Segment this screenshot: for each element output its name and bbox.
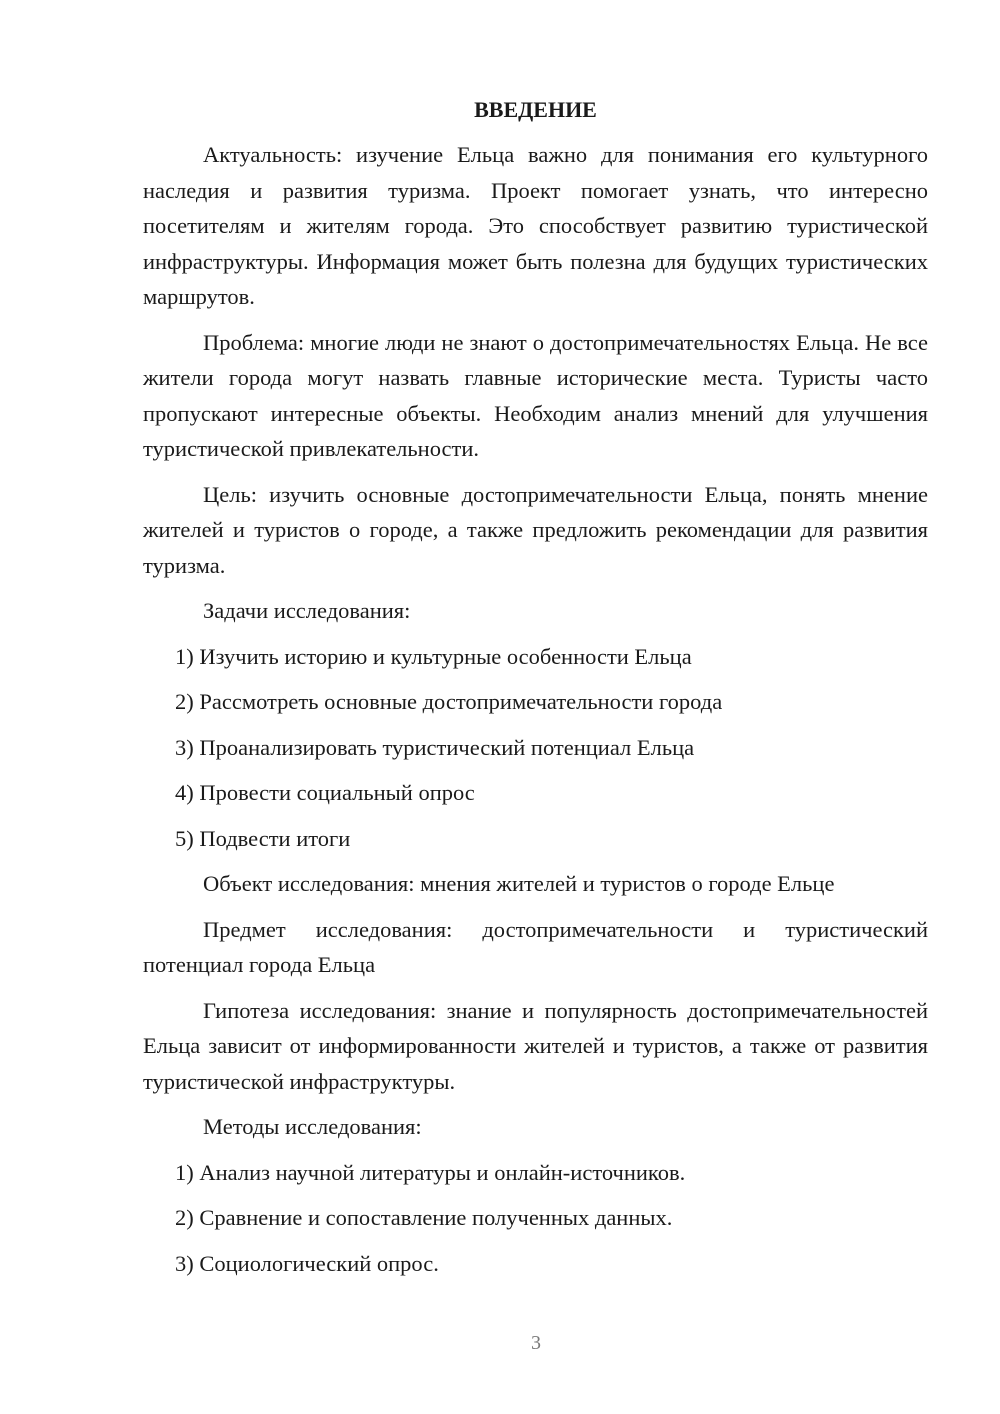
- document-page: [143, 95, 928, 1291]
- problem-paragraph: Проблема: многие люди не знают о достопримечательностях Ельца. Не все жители города могут назвать главные исторические места. Туристы часто пропускают интересные объекты. Необходим анализ мнений для улучшения туристической привлекательности.: [143, 329, 928, 461]
- relevance-paragraph: Актуальность: изучение Ельца важно для понимания его культурного наследия и развития туризма. Проект помогает узнать, что интересно посетителям и жителям города. Это способствует развитию туристической инфраструктуры. Информация может быть полезна для будущих туристических маршрутов.: [143, 142, 928, 309]
- task-item-1: 1) Изучить историю и культурные особенности Ельца: [175, 643, 692, 669]
- method-item-3: 3) Социологический опрос.: [175, 1250, 439, 1276]
- page-number: 3: [531, 1332, 541, 1354]
- research-object: Объект исследования: мнения жителей и туристов о городе Ельце: [203, 871, 835, 896]
- task-item-5: 5) Подвести итоги: [175, 825, 351, 851]
- method-item-1: 1) Анализ научной литературы и онлайн-источников.: [175, 1159, 686, 1185]
- tasks-title: Задачи исследования:: [203, 598, 411, 623]
- task-item-4: 4) Провести социальный опрос: [175, 780, 475, 805]
- research-subject: Предмет исследования: достопримечательности и туристический потенциал города Ельца: [143, 916, 928, 977]
- task-item-3: 3) Проанализировать туристический потенциал Ельца: [175, 734, 695, 760]
- research-hypothesis: Гипотеза исследования: знание и популярность достопримечательностей Ельца зависит от информированности жителей и туристов, а также от развития туристической инфраструктуры.: [143, 997, 928, 1094]
- method-item-2: 2) Сравнение и сопоставление полученных данных.: [175, 1205, 673, 1230]
- task-item-2: 2) Рассмотреть основные достопримечательности города: [175, 689, 723, 714]
- goal-paragraph: Цель: изучить основные достопримечательности Ельца, понять мнение жителей и туристов о городе, а также предложить рекомендации для развития туризма.: [143, 481, 928, 578]
- page-title: ВВЕДЕНИЕ: [474, 97, 597, 122]
- methods-title: Методы исследования:: [203, 1114, 422, 1139]
